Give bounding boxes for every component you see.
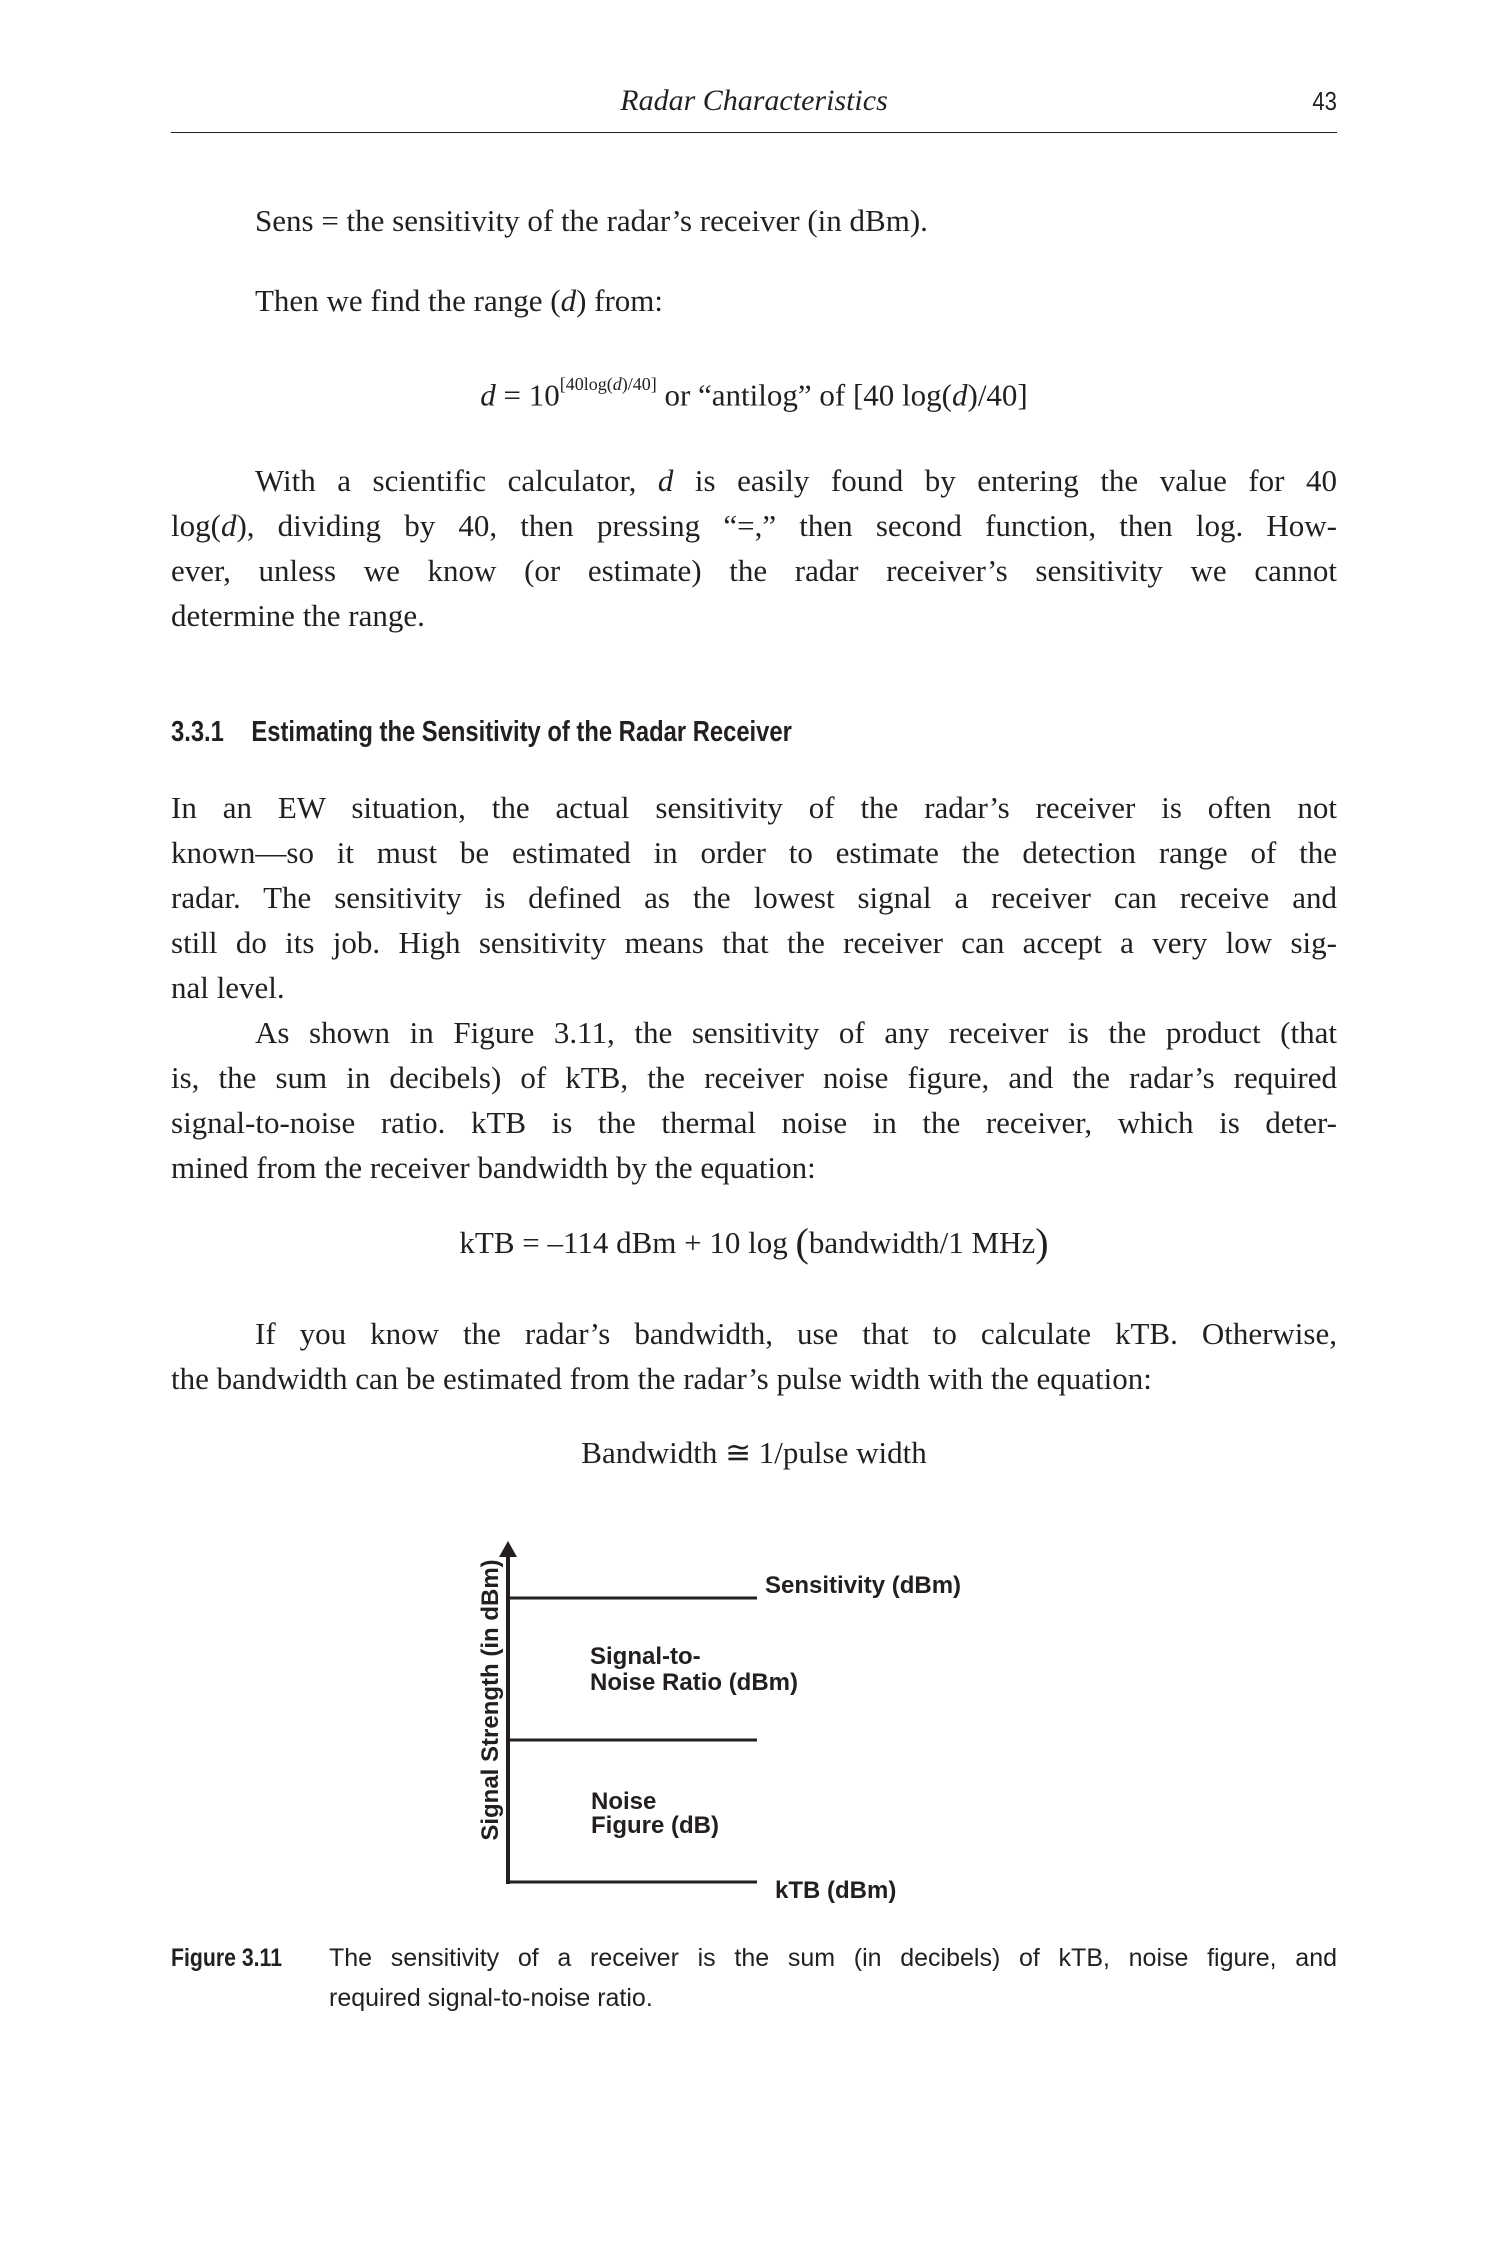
line: is, the sum in decibels) of kTB, the receiver noise figure, and the radar’s required	[171, 1060, 1337, 1095]
nf-label-line1: Noise	[591, 1788, 657, 1815]
text: Then we find the range (	[255, 283, 561, 318]
snr-label-line1: Signal-to-	[590, 1643, 701, 1670]
snr-label-line2: Noise Ratio (dBm)	[590, 1669, 799, 1696]
text: bandwidth/1 MHz	[808, 1225, 1036, 1260]
line: If you know the radar’s bandwidth, use that to calculate kTB. Otherwise,	[255, 1316, 1337, 1351]
page-number: 43	[1312, 86, 1337, 116]
line: still do its job. High sensitivity means that the receiver can accept a very low sig-	[171, 925, 1337, 960]
paren: )	[1035, 1220, 1049, 1265]
figure-caption	[171, 1938, 1337, 2018]
line: mined from the receiver bandwidth by the equation:	[171, 1150, 816, 1185]
arrow-up-icon	[499, 1541, 517, 1557]
caption-line: required signal-to-noise ratio.	[329, 1984, 653, 2012]
exp: )/40]	[621, 374, 657, 394]
running-header-title: Radar Characteristics	[620, 84, 888, 117]
text: ), dividing by 40, then pressing “=,” then second function, then log. How-	[236, 508, 1337, 543]
var-d: d	[952, 377, 968, 413]
var-d: d	[220, 508, 237, 543]
text: With a scientific calculator,	[255, 463, 658, 498]
sensitivity-label: Sensitivity (dBm)	[765, 1572, 962, 1599]
line: determine the range.	[171, 598, 425, 633]
nf-label-line2: Figure (dB)	[591, 1812, 719, 1839]
var-d: d	[612, 374, 622, 394]
text: )/40]	[967, 377, 1028, 413]
text: ) from:	[576, 283, 664, 318]
line: known—so it must be estimated in order to estimate the detection range of the	[171, 835, 1337, 870]
line: ever, unless we know (or estimate) the radar receiver’s sensitivity we cannot	[171, 553, 1337, 588]
line: signal-to-noise ratio. kTB is the thermal noise in the receiver, which is deter-	[171, 1105, 1337, 1140]
line: As shown in Figure 3.11, the sensitivity of any receiver is the product (that	[255, 1015, 1337, 1050]
y-axis-label: Signal Strength (in dBm)	[477, 1559, 504, 1841]
caption-line: The sensitivity of a receiver is the sum (in decibels) of kTB, noise figure, and	[329, 1944, 1337, 1972]
paren: (	[795, 1220, 809, 1265]
section-number: 3.3.1	[171, 716, 224, 748]
definition-sens: Sens = the sensitivity of the radar’s receiver (in dBm).	[255, 203, 928, 238]
caption-label: Figure 3.11	[171, 1944, 283, 1972]
line: radar. The sensitivity is defined as the lowest signal a receiver can receive and	[171, 880, 1337, 915]
exp: [40log(	[559, 374, 613, 394]
text: kTB = –114 dBm + 10 log	[459, 1225, 796, 1260]
text: is easily found by entering the value for 40	[673, 463, 1337, 498]
line: In an EW situation, the actual sensitivity of the radar’s receiver is often not	[171, 790, 1337, 825]
section-title: Estimating the Sensitivity of the Radar Receiver	[251, 716, 792, 748]
text: or “antilog” of [40 log(	[656, 377, 952, 413]
text: log(	[171, 508, 221, 543]
line: the bandwidth can be estimated from the radar’s pulse width with the equation:	[171, 1361, 1152, 1396]
equation-bandwidth: Bandwidth ≅ 1/pulse width	[581, 1435, 927, 1470]
eq: = 10	[503, 377, 560, 413]
ktb-label: kTB (dBm)	[775, 1877, 897, 1904]
var-d: d	[560, 283, 577, 318]
line: nal level.	[171, 970, 285, 1005]
var-d: d	[480, 377, 496, 413]
var-d: d	[657, 463, 674, 498]
